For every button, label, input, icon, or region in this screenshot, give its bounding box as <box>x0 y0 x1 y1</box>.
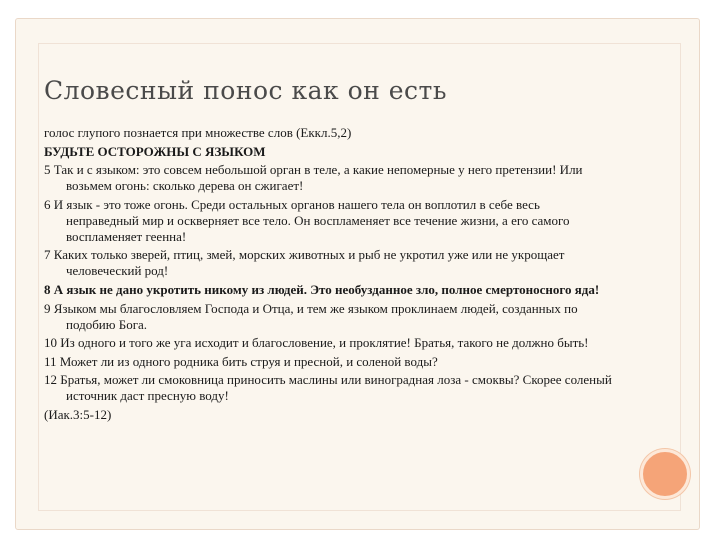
paragraph-verse-5: 5 Так и с языком: это совсем небольшой орган в теле, а какие непомерные у него претензии! Или возьмем огонь: сколько дерева он сжигает! <box>44 162 583 194</box>
paragraph-verse-6: 6 И язык - это тоже огонь. Среди остальных органов нашего тела он воплотил в себе весь неправедный мир и оскверняет все тело. Он воспламеняет все течение жизни, а его самого воспламеняет геенна! <box>44 196 570 244</box>
paragraph-verse-12: 12 Братья, может ли смоковница приносить маслины или виноградная лоза - смоквы? Скорее соленый источник даст пресную воду! <box>44 372 612 404</box>
paragraph-verse-8: 8 А язык не дано укротить никому из людей. Это необузданное зло, полное смертоносного яда! <box>44 281 600 297</box>
paragraph-verse-9: 9 Языком мы благословляем Господа и Отца, и тем же языком проклинаем людей, созданных по подобию Бога. <box>44 300 578 332</box>
paragraph-verse-7: 7 Каких только зверей, птиц, змей, морских животных и рыб не укротил уже или не укрощает человеческий род! <box>44 247 565 279</box>
paragraph-heading: БУДЬТЕ ОСТОРОЖНЫ С ЯЗЫКОМ <box>44 143 266 159</box>
slide-content <box>44 125 614 426</box>
slide-title: Словесный понос как он есть <box>44 76 447 105</box>
paragraph-verse-11: 11 Может ли из одного родника бить струя и пресной, и соленой воды? <box>44 353 438 369</box>
paragraph-verse-10: 10 Из одного и того же уга исходит и благословение, и проклятие! Братья, такого не должно быть! <box>44 335 589 351</box>
paragraph-reference: (Иак.3:5-12) <box>44 406 112 422</box>
decorative-circle <box>640 449 690 499</box>
paragraph-intro: голос глупого познается при множестве слов (Еккл.5,2) <box>44 125 352 140</box>
